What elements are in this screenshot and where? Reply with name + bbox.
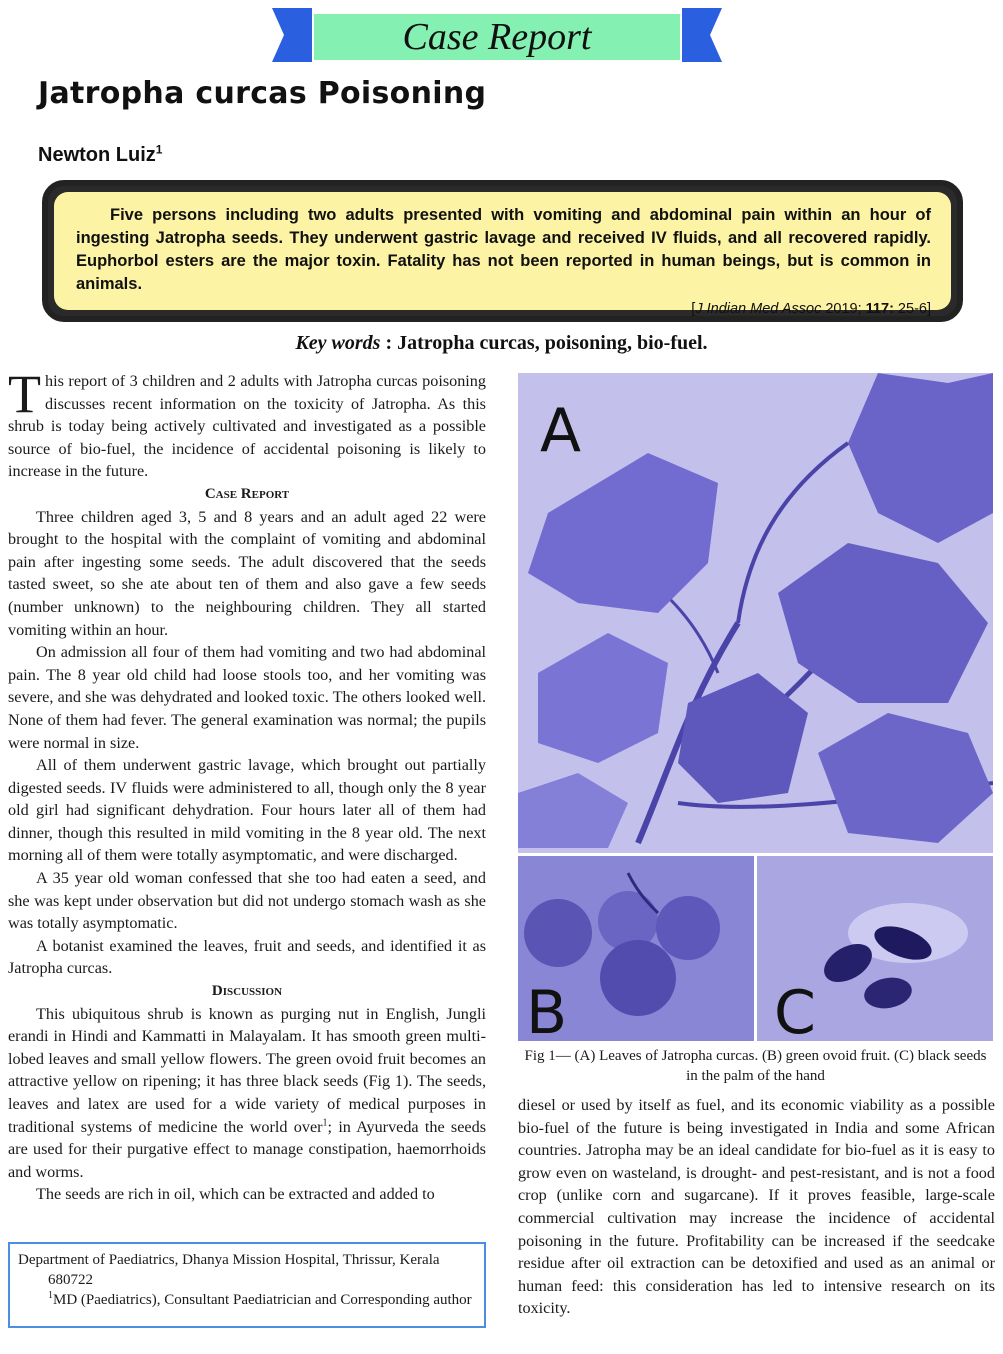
banner-label: Case Report (402, 16, 592, 58)
paragraph: A botanist examined the leaves, fruit and seeds, and identified it as Jatropha curcas. (8, 936, 486, 978)
reference-mark: 1 (322, 1117, 328, 1129)
abstract-inner (54, 192, 951, 317)
citation-volume: 117: (865, 301, 894, 317)
citation-pages: 25-6] (893, 301, 931, 317)
affiliation-box (8, 1242, 486, 1328)
fruit (656, 896, 720, 960)
ribbon-left-tail (272, 8, 312, 62)
affiliation-postcode: 680722 (48, 1272, 93, 1288)
author (38, 144, 162, 167)
citation-journal: J Indian Med Assoc (695, 301, 822, 317)
citation: [J Indian Med Assoc 2019; 117: 25-6] (691, 301, 931, 317)
keywords (0, 332, 1003, 355)
paragraph: On admission all four of them had vomiting and two had abdominal pain. The 8 year old child had loose stools too, and her vomiting was severe, and she was dehydrated and looked toxic. The others looked well. None of them had fever. The general examination was normal; the pupils were normal in size. (8, 643, 486, 752)
abstract-text: Five persons including two adults presented with vomiting and abdominal pain within an hour of ingesting Jatropha seeds. They underwent gastric lavage and received IV fluids, and all recovered rapidly. Euphorbol esters are the major toxin. Fatality has not been reported in human beings, but is common in animals. (76, 206, 931, 293)
panel-a-label: A (540, 396, 582, 466)
affiliation-dept: Department of Paediatrics, Dhanya Mission Hospital, Thrissur, Kerala (18, 1252, 440, 1268)
panel-divider-horizontal (518, 853, 993, 856)
paragraph: All of them underwent gastric lavage, which brought out partially digested seeds. IV fluids were administered to all, though only the 8 year old girl had significant dehydration. Four hours later all of them had dinner, though this resulted in mild vomiting in the 8 year old. The next morning all of them were totally asymptomatic, and were discharged. (8, 756, 486, 865)
banner-box (314, 14, 680, 60)
affiliation-mark: 1 (48, 1290, 53, 1301)
keywords-label: Key words (295, 332, 381, 354)
article-title: Jatropha curcas Poisoning (38, 76, 487, 111)
paragraph (8, 1003, 486, 1184)
section-heading-discussion: Discussion (211, 983, 283, 1000)
intro-paragraph (8, 364, 486, 483)
intro-text: his report of 3 children and 2 adults with Jatropha curcas poisoning discusses recent information on the toxicity of Jatropha. As this shrub is today being actively cultivated and investigated as a possible source of bio-fuel, the incidence of accidental poisoning is likely to increase in the future. (8, 372, 486, 481)
keywords-text: : Jatropha curcas, poisoning, bio-fuel. (380, 332, 708, 354)
discussion-text-b: ; in Ayurveda the seeds are used for their purgative effect to manage constipation, haemorrhoids and worms. (8, 1117, 486, 1181)
affiliation-note-text: MD (Paediatrics), Consultant Paediatrician and Corresponding author (53, 1292, 472, 1308)
case-report-banner (272, 8, 722, 62)
affiliation-note (18, 1290, 476, 1310)
ribbon-right-tail (682, 8, 722, 62)
paragraph: Three children aged 3, 5 and 8 years and an adult aged 22 were brought to the hospital with the complaint of vomiting and abdominal pain after ingesting some seeds. The adult discovered that the seeds tasted sweet, so she ate about ten of them and also gave a few seeds (number unknown) to the neighbouring children. They all started vomiting within an hour. (8, 507, 486, 639)
citation-year: 2019; (821, 301, 866, 317)
fruit (524, 899, 592, 967)
discussion-text-a: This ubiquitous shrub is known as purging nut in English, Jungli erandi in Hindi and Kammatti in Malayalam. It has smooth green multi-lobed leaves and small yellow flowers. The green ovoid fruit becomes an attractive yellow on ripening; it has three black seeds (Fig 1). The seeds, leaves and latex are used for a wide variety of medical purposes in traditional systems of medicine the world over (8, 1004, 486, 1136)
drop-cap: T (8, 364, 41, 424)
panel-divider-vertical (754, 856, 757, 1041)
author-name: Newton Luiz (38, 144, 156, 166)
panel-c-label: C (774, 978, 816, 1041)
section-heading-case-report: Case Report (204, 485, 290, 502)
paragraph: A 35 year old woman confessed that she too had eaten a seed, and she was kept under observation but did not undergo stomach wash as she was totally asymptomatic. (8, 869, 486, 933)
figure-caption: Fig 1— (A) Leaves of Jatropha curcas. (B) green ovoid fruit. (C) black seeds in the palm of the hand (524, 1048, 987, 1084)
fruit (600, 940, 676, 1016)
figure-1 (518, 373, 993, 1041)
abstract-box (42, 180, 963, 322)
author-mark: 1 (155, 142, 163, 157)
left-column (8, 364, 486, 1206)
figure-image (518, 373, 993, 1041)
right-column (518, 1094, 995, 1320)
paragraph: The seeds are rich in oil, which can be extracted and added to (36, 1185, 435, 1204)
paragraph: diesel or used by itself as fuel, and its economic viability as a possible bio-fuel of the future is being investigated in India and some African countries. Jatropha may be an ideal candidate for bio-fuel as it is easy to grow even on wasteland, is drought- and pest-resistant, and is not a food crop (unlike corn and sugarcane). If it proves feasible, large-scale commercial cultivation may increase the incidence of accidental poisoning in the future. Profitability can be increased if the seedcake residue after oil extraction can be detoxified and used as an animal or human feed: this consideration has led to intensive research on its toxicity. (518, 1096, 995, 1318)
panel-b-label: B (526, 978, 568, 1041)
